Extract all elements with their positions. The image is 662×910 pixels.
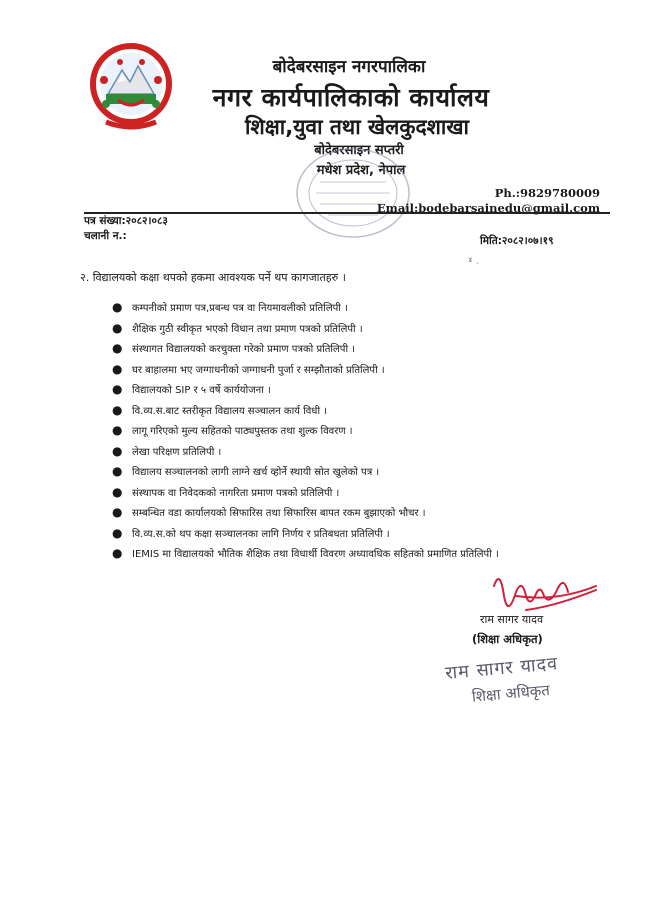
list-item [108,341,499,362]
bullet-icon: ● [112,505,123,519]
address-province: मधेश प्रदेश, नेपाल [316,163,406,178]
list-item-text: संस्थापक वा निवेदकको नागरिता प्रमाण पत्रको प्रतिलिपी । [132,487,340,499]
seal-title: शिक्षा अधिकृत [471,680,551,706]
list-item [108,505,499,526]
email-address: Email:bodebarsainedu@gmail.com [376,201,600,215]
bullet-icon: ● [112,484,123,499]
bullet-icon: ● [112,361,123,376]
list-item [108,382,499,403]
list-item-text: लेखा परिक्षण प्रतिलिपी । [132,446,222,458]
list-item [108,321,499,342]
bullet-icon: ● [112,546,123,560]
list-item-text: सम्बन्धित वडा कार्यालयको सिफारिस तथा सिफारिस बापत रकम बुझाएको भौचर । [132,508,426,519]
section-name: शिक्षा,युवा तथा खेलकुदशाखा [245,115,469,139]
reference-number: पत्र संख्या:२०८२।०८३ [84,215,168,227]
bullet-icon: ● [112,300,123,314]
list-item-text: वि.व्य.स.को थप कक्षा सञ्चालनका लागि निर्णय र प्रतिबधता प्रतिलिपी । [132,528,390,540]
address-district: बोदेबरसाइन सप्तरी [314,143,404,158]
list-item [108,423,499,444]
list-item-text: वि.व्य.स.बाट स्तरीकृत विद्यालय सञ्चालन कार्य विधी । [132,405,327,417]
phone-number: Ph.:9829780009 [494,186,600,200]
section-heading: २. विद्यालयको कक्षा थपको हकमा आवश्यक पर्ने थप कागजातहरु । [80,271,346,284]
list-item [108,526,499,547]
list-item-text: संस्थागत विद्यालयको करचुक्ता गरेको प्रमाण पत्रको प्रतिलिपी । [132,344,356,355]
document-list [108,300,499,567]
list-item-text: IEMIS मा विद्यालयको भौतिक शैक्षिक तथा विधार्थी विवरण अध्यावधिक सहितको प्रमाणित प्रतिलिपी । [132,549,499,560]
bullet-icon: ● [112,402,123,417]
list-item-text: विद्यालयको SIP र ५ वर्षे कार्ययोजना । [132,385,271,396]
seal-name: राम सागर यादव [444,653,559,684]
list-item [108,546,499,567]
name-seal [444,651,561,709]
list-item [108,464,499,485]
signatory-name: राम सागर यादव [480,613,544,626]
bullet-icon: ● [112,382,123,396]
dispatch-number: चलानी न.: [84,230,127,242]
letter-date: मिति:२०८२।०७।१९ [480,235,554,247]
bullet-icon: ● [112,320,123,335]
list-item [108,444,499,465]
bullet-icon: ● [112,341,123,355]
bullet-icon: ● [112,464,123,478]
bullet-icon: ● [112,443,123,458]
office-stamp-icon [290,140,416,246]
list-item-text: घर बाहालमा भए जग्गाधनीको जग्गाधनी पुर्जा र सम्झौताको प्रतिलिपी । [132,364,385,376]
list-item [108,485,499,506]
list-item-text: लागू गरिएको मुल्य सहितको पाठ्यपुस्तक तथा शुल्क विवरण । [132,426,353,437]
list-item-text: शैक्षिक गुठी स्वीकृत भएको विधान तथा प्रमाण पत्रको प्रतिलिपी । [132,323,363,335]
list-item [108,362,499,383]
signatory-title: (शिक्षा अधिकृत) [472,632,543,646]
office-name: नगर कार्यपालिकाको कार्यालय [212,83,490,112]
list-item [108,300,499,321]
municipality-name: बोदेबरसाइन नगरपालिका [272,57,426,77]
pen-mark: ɤ ˏ [468,255,480,264]
list-item-text: विद्यालय सञ्चालनको लागी लाग्ने खर्च व्होर्ने स्थायी स्रोत खुलेको पत्र । [132,467,380,478]
bullet-icon: ● [112,423,123,437]
bullet-icon: ● [112,525,123,540]
list-item [108,403,499,424]
list-item-text: कम्पनीको प्रमाण पत्र,प्रबन्ध पत्र वा नियमावलीको प्रतिलिपी । [132,303,348,314]
